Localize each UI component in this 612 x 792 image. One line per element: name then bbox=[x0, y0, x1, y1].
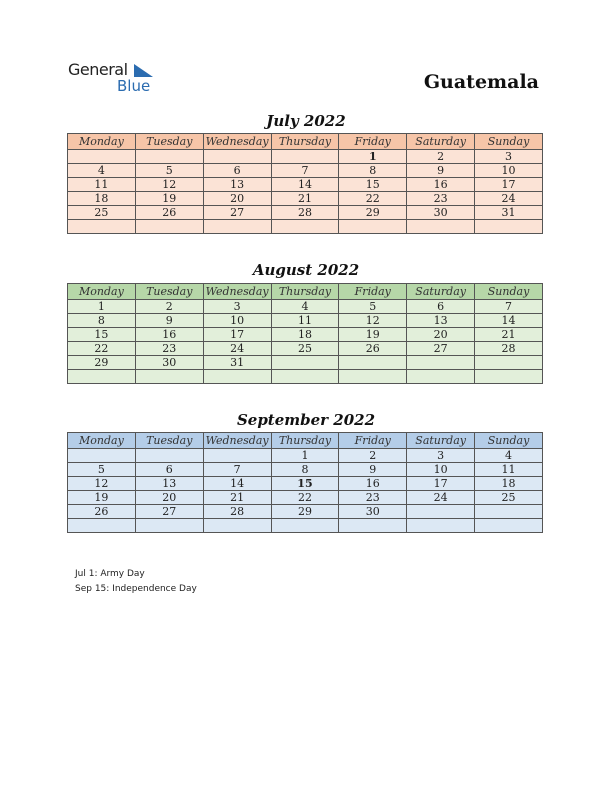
week-row bbox=[68, 463, 543, 477]
day-cell bbox=[339, 220, 407, 234]
day-cell bbox=[203, 519, 271, 533]
day-cell: 30 bbox=[135, 356, 203, 370]
day-cell: 25 bbox=[68, 206, 136, 220]
day-cell bbox=[68, 150, 136, 164]
day-cell: 7 bbox=[203, 463, 271, 477]
day-cell bbox=[475, 505, 543, 519]
month-title-september: September 2022 bbox=[236, 411, 376, 429]
weekday-header: Tuesday bbox=[135, 433, 203, 449]
day-cell: 5 bbox=[339, 300, 407, 314]
week-row bbox=[68, 342, 543, 356]
weekday-header: Wednesday bbox=[203, 134, 271, 150]
calendar-august bbox=[67, 283, 543, 384]
day-cell: 3 bbox=[475, 150, 543, 164]
day-cell: 7 bbox=[475, 300, 543, 314]
day-cell bbox=[407, 505, 475, 519]
day-cell: 19 bbox=[135, 192, 203, 206]
day-cell: 11 bbox=[68, 178, 136, 192]
day-cell bbox=[407, 356, 475, 370]
day-cell: 25 bbox=[475, 491, 543, 505]
week-row bbox=[68, 192, 543, 206]
week-row bbox=[68, 178, 543, 192]
weekday-header: Saturday bbox=[407, 433, 475, 449]
week-row bbox=[68, 505, 543, 519]
day-cell bbox=[407, 370, 475, 384]
week-row bbox=[68, 164, 543, 178]
day-cell: 14 bbox=[475, 314, 543, 328]
day-cell: 27 bbox=[203, 206, 271, 220]
day-cell bbox=[203, 449, 271, 463]
day-cell: 5 bbox=[68, 463, 136, 477]
day-cell: 28 bbox=[271, 206, 339, 220]
day-cell: 13 bbox=[203, 178, 271, 192]
week-row bbox=[68, 491, 543, 505]
day-cell bbox=[339, 356, 407, 370]
day-cell: 8 bbox=[68, 314, 136, 328]
week-row bbox=[68, 370, 543, 384]
day-cell bbox=[203, 370, 271, 384]
day-cell: 23 bbox=[135, 342, 203, 356]
weekday-header: Wednesday bbox=[203, 433, 271, 449]
weekday-header: Thursday bbox=[271, 284, 339, 300]
day-cell: 14 bbox=[271, 178, 339, 192]
day-cell: 15 bbox=[68, 328, 136, 342]
day-cell: 18 bbox=[475, 477, 543, 491]
day-cell: 14 bbox=[203, 477, 271, 491]
day-cell: 19 bbox=[339, 328, 407, 342]
weekday-header: Saturday bbox=[407, 284, 475, 300]
week-row bbox=[68, 477, 543, 491]
day-cell: 24 bbox=[407, 491, 475, 505]
day-cell: 29 bbox=[68, 356, 136, 370]
day-cell: 10 bbox=[407, 463, 475, 477]
day-cell: 6 bbox=[135, 463, 203, 477]
day-cell: 2 bbox=[339, 449, 407, 463]
day-cell: 28 bbox=[203, 505, 271, 519]
day-cell: 7 bbox=[271, 164, 339, 178]
day-cell: 18 bbox=[271, 328, 339, 342]
calendar-july bbox=[67, 133, 543, 234]
holiday-note: Sep 15: Independence Day bbox=[75, 584, 197, 594]
day-cell: 6 bbox=[203, 164, 271, 178]
day-cell: 26 bbox=[68, 505, 136, 519]
day-cell: 12 bbox=[68, 477, 136, 491]
weekday-header: Monday bbox=[68, 433, 136, 449]
day-cell: 27 bbox=[135, 505, 203, 519]
day-cell: 10 bbox=[475, 164, 543, 178]
logo-text-general: General bbox=[68, 60, 128, 79]
day-cell bbox=[68, 370, 136, 384]
day-cell: 1 bbox=[68, 300, 136, 314]
weekday-header: Saturday bbox=[407, 134, 475, 150]
day-cell: 23 bbox=[407, 192, 475, 206]
day-cell bbox=[475, 519, 543, 533]
day-cell bbox=[339, 519, 407, 533]
day-cell: 12 bbox=[135, 178, 203, 192]
day-cell bbox=[475, 370, 543, 384]
day-cell bbox=[271, 356, 339, 370]
weekday-header: Sunday bbox=[475, 284, 543, 300]
day-cell: 11 bbox=[475, 463, 543, 477]
weekday-header: Monday bbox=[68, 284, 136, 300]
day-cell: 16 bbox=[339, 477, 407, 491]
day-cell bbox=[271, 370, 339, 384]
day-cell: 11 bbox=[271, 314, 339, 328]
day-cell bbox=[68, 220, 136, 234]
weekday-header: Tuesday bbox=[135, 134, 203, 150]
generalblue-logo bbox=[68, 60, 168, 96]
day-cell: 19 bbox=[68, 491, 136, 505]
day-cell: 29 bbox=[271, 505, 339, 519]
day-cell: 9 bbox=[135, 314, 203, 328]
week-row bbox=[68, 356, 543, 370]
day-cell: 31 bbox=[203, 356, 271, 370]
weekday-header: Sunday bbox=[475, 134, 543, 150]
day-cell: 30 bbox=[339, 505, 407, 519]
calendar-september bbox=[67, 432, 543, 533]
weekday-header: Wednesday bbox=[203, 284, 271, 300]
day-cell: 16 bbox=[407, 178, 475, 192]
day-cell: 4 bbox=[271, 300, 339, 314]
day-cell bbox=[475, 220, 543, 234]
day-cell: 27 bbox=[407, 342, 475, 356]
day-cell: 4 bbox=[475, 449, 543, 463]
day-cell: 15 bbox=[339, 178, 407, 192]
month-title-august: August 2022 bbox=[252, 261, 360, 279]
day-cell: 15 bbox=[271, 477, 339, 491]
day-cell: 17 bbox=[203, 328, 271, 342]
day-cell: 17 bbox=[475, 178, 543, 192]
day-cell bbox=[135, 519, 203, 533]
day-cell bbox=[135, 220, 203, 234]
day-cell: 21 bbox=[271, 192, 339, 206]
weekday-header: Friday bbox=[339, 284, 407, 300]
day-cell: 25 bbox=[271, 342, 339, 356]
weekday-header: Sunday bbox=[475, 433, 543, 449]
day-cell: 1 bbox=[271, 449, 339, 463]
weekday-header: Tuesday bbox=[135, 284, 203, 300]
day-cell: 20 bbox=[135, 491, 203, 505]
day-cell: 2 bbox=[407, 150, 475, 164]
day-cell bbox=[135, 449, 203, 463]
day-cell: 24 bbox=[475, 192, 543, 206]
day-cell bbox=[203, 150, 271, 164]
weekday-header: Friday bbox=[339, 433, 407, 449]
day-cell: 23 bbox=[339, 491, 407, 505]
week-row bbox=[68, 220, 543, 234]
week-row bbox=[68, 314, 543, 328]
day-cell: 1 bbox=[339, 150, 407, 164]
month-title-july: July 2022 bbox=[266, 112, 346, 130]
day-cell bbox=[339, 370, 407, 384]
day-cell: 13 bbox=[135, 477, 203, 491]
day-cell: 31 bbox=[475, 206, 543, 220]
day-cell bbox=[68, 519, 136, 533]
day-cell bbox=[135, 150, 203, 164]
day-cell: 18 bbox=[68, 192, 136, 206]
day-cell bbox=[475, 356, 543, 370]
day-cell bbox=[407, 519, 475, 533]
day-cell: 3 bbox=[407, 449, 475, 463]
day-cell bbox=[135, 370, 203, 384]
day-cell bbox=[271, 150, 339, 164]
week-row bbox=[68, 449, 543, 463]
weekday-header: Monday bbox=[68, 134, 136, 150]
day-cell: 21 bbox=[475, 328, 543, 342]
holiday-note: Jul 1: Army Day bbox=[75, 569, 145, 579]
day-cell: 24 bbox=[203, 342, 271, 356]
day-cell: 22 bbox=[339, 192, 407, 206]
day-cell: 6 bbox=[407, 300, 475, 314]
country-title: Guatemala bbox=[423, 71, 539, 93]
day-cell: 30 bbox=[407, 206, 475, 220]
week-row bbox=[68, 206, 543, 220]
day-cell: 28 bbox=[475, 342, 543, 356]
logo-text-blue: Blue bbox=[117, 77, 151, 95]
day-cell: 13 bbox=[407, 314, 475, 328]
day-cell: 8 bbox=[271, 463, 339, 477]
day-cell: 10 bbox=[203, 314, 271, 328]
day-cell: 22 bbox=[68, 342, 136, 356]
day-cell bbox=[271, 519, 339, 533]
day-cell: 9 bbox=[339, 463, 407, 477]
day-cell: 8 bbox=[339, 164, 407, 178]
day-cell: 20 bbox=[203, 192, 271, 206]
day-cell bbox=[407, 220, 475, 234]
day-cell: 4 bbox=[68, 164, 136, 178]
day-cell: 22 bbox=[271, 491, 339, 505]
week-row bbox=[68, 150, 543, 164]
day-cell: 12 bbox=[339, 314, 407, 328]
weekday-header: Thursday bbox=[271, 134, 339, 150]
week-row bbox=[68, 300, 543, 314]
day-cell: 21 bbox=[203, 491, 271, 505]
weekday-header: Friday bbox=[339, 134, 407, 150]
day-cell: 3 bbox=[203, 300, 271, 314]
day-cell bbox=[203, 220, 271, 234]
day-cell: 26 bbox=[339, 342, 407, 356]
day-cell: 20 bbox=[407, 328, 475, 342]
day-cell: 16 bbox=[135, 328, 203, 342]
holiday-notes bbox=[75, 567, 197, 597]
week-row bbox=[68, 519, 543, 533]
day-cell: 26 bbox=[135, 206, 203, 220]
day-cell: 2 bbox=[135, 300, 203, 314]
day-cell: 29 bbox=[339, 206, 407, 220]
day-cell: 5 bbox=[135, 164, 203, 178]
weekday-header: Thursday bbox=[271, 433, 339, 449]
day-cell: 9 bbox=[407, 164, 475, 178]
day-cell bbox=[271, 220, 339, 234]
week-row bbox=[68, 328, 543, 342]
logo-triangle-icon bbox=[134, 64, 154, 78]
day-cell: 17 bbox=[407, 477, 475, 491]
day-cell bbox=[68, 449, 136, 463]
